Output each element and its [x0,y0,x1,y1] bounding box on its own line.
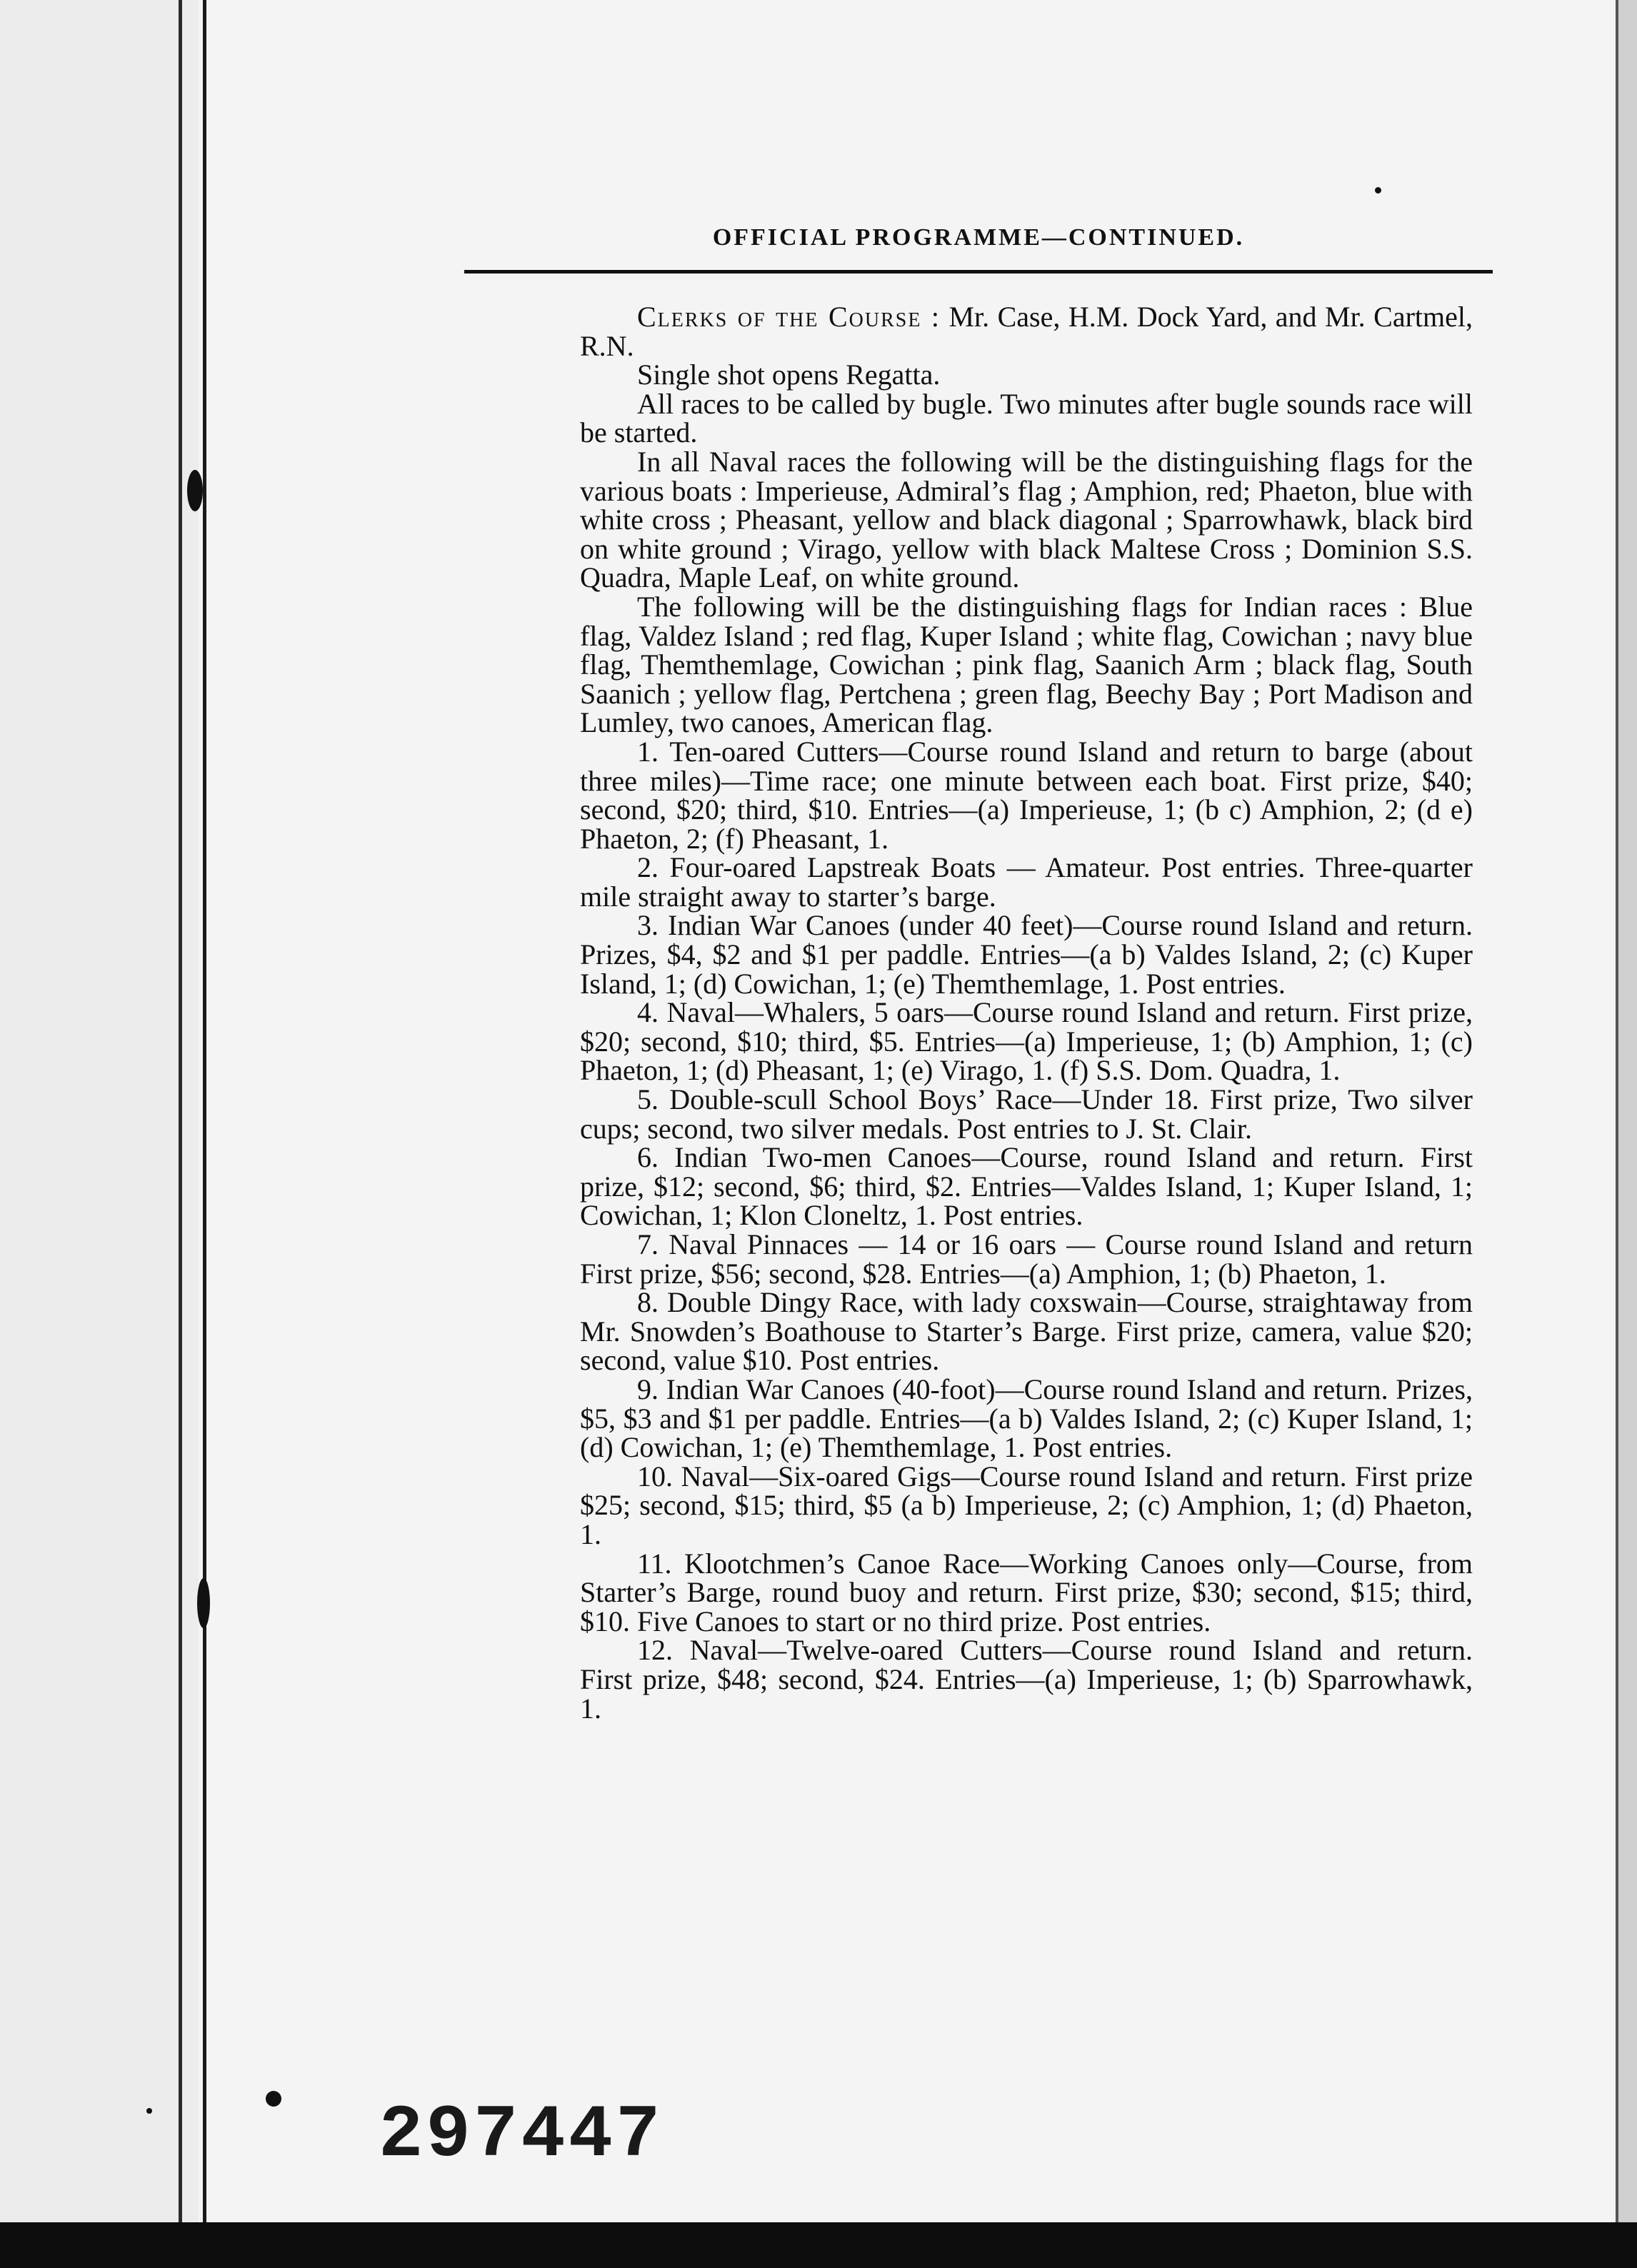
race-entry: 3. Indian War Canoes (under 40 feet)—Course round Island and return. Prizes, $4, $2 and $1 per paddle. Entries—(a b) Valdes Island, 2; (c) Kuper Island, 1; (d) Cowichan, 1; (e) Themthemlage, 1. Post entries. [580,909,1473,1000]
race-entry: 4. Naval—Whalers, 5 oars—Course round Island and return. First prize, $20; second, $10; third, $5. Entries—(a) Imperieuse, 1; (b) Amphion, 1; (c) Phaeton, 1; (d) Pheasant, 1; (e) Virago, 1. (f) S.S. Dom. Quadra, 1. [580,996,1473,1087]
binding-edge [0,0,199,2268]
ink-blot [187,470,203,511]
race-entry: 10. Naval—Six-oared Gigs—Course round Island and return. First prize $25; second, $15; third, $5 (a b) Imperieuse, 2; (c) Amphion, 1; (d) Phaeton, 1. [580,1460,1473,1550]
clerks-label: Clerks of the Course : [637,301,941,333]
gutter-line [203,0,206,2268]
intro-paragraph: In all Naval races the following will be the distinguishing flags for the various boats : Imperieuse, Admiral’s flag ; Amphion, red; Phaeton, blue with white cross ; Pheasant, yellow and black diagonal ; Sparrowhawk, black bird on white ground ; Virago, yellow with black Maltese Cross ; Dominion S.S. Quadra, Maple Leaf, on white ground. [580,445,1473,594]
page-right-edge [1616,0,1637,2268]
race-entry: 1. Ten-oared Cutters—Course round Island and return to barge (about three miles)—Time race; one minute between each boat. First prize, $40; second, $20; third, $10. Entries—(a) Imperieuse, 1; (b c) Amphion, 2; (d e) Phaeton, 2; (f) Pheasant, 1. [580,735,1473,855]
ink-blot [146,2108,152,2114]
ink-blot [266,2091,281,2107]
race-entry: 12. Naval—Twelve-oared Cutters—Course round Island and return. First prize, $48; second, $24. Entries—(a) Imperieuse, 1; (b) Sparrowhawk, 1. [580,1634,1473,1725]
race-entry: 6. Indian Two-men Canoes—Course, round Island and return. First prize, $12; second, $6; third, $2. Entries—Valdes Island, 1; Kuper Island, 1; Cowichan, 1; Klon Cloneltz, 1. Post entries. [580,1141,1473,1232]
race-entry: 5. Double-scull School Boys’ Race—Under 18. First prize, Two silver cups; second, two silver medals. Post entries to J. St. Clair. [580,1083,1473,1145]
page-bottom-edge [0,2222,1637,2268]
programme-body [580,303,1473,1723]
ink-blot [1375,187,1381,194]
ink-blot [197,1578,210,1628]
intro-paragraph: The following will be the distinguishing flags for Indian races : Blue flag, Valdez Island ; red flag, Kuper Island ; white flag, Cowichan ; navy blue flag, Themthemlage, Cowichan ; pink flag, Saanich Arm ; black flag, South Saanich ; yellow flag, Pertchena ; green flag, Beechy Bay ; Port Madison and Lumley, two canoes, American flag. [580,590,1473,739]
intro-paragraph: All races to be called by bugle. Two minutes after bugle sounds race will be started. [580,387,1473,449]
header-rule [464,270,1493,274]
running-head: OFFICIAL PROGRAMME—CONTINUED. [712,224,1245,251]
stamp-number: 297447 [379,2094,664,2178]
race-entry: 9. Indian War Canoes (40-foot)—Course round Island and return. Prizes, $5, $3 and $1 per paddle. Entries—(a b) Valdes Island, 2; (c) Kuper Island, 1; (d) Cowichan, 1; (e) Themthemlage, 1. Post entries. [580,1373,1473,1464]
race-entry: 8. Double Dingy Race, with lady coxswain—Course, straightaway from Mr. Snowden’s Boathouse to Starter’s Barge. First prize, camera, value $20; second, value $10. Post entries. [580,1286,1473,1377]
race-entry: 11. Klootchmen’s Canoe Race—Working Canoes only—Course, from Starter’s Barge, round buoy and return. First prize, $30; second, $15; third, $10. Five Canoes to start or no third prize. Post entries. [580,1547,1473,1637]
clerks-of-course [580,303,1473,361]
race-entry: 2. Four-oared Lapstreak Boats — Amateur. Post entries. Three-quarter mile straight away to starter’s barge. [580,851,1473,913]
race-entry: 7. Naval Pinnaces — 14 or 16 oars — Course round Island and return First prize, $56; second, $28. Entries—(a) Amphion, 1; (b) Phaeton, 1. [580,1228,1473,1290]
clerks-text: Mr. Case, H.M. Dock Yard, and Mr. Cartmel, R.N. [580,301,1473,362]
gutter-line [179,0,182,2268]
intro-paragraph: Single shot opens Regatta. [637,358,941,391]
